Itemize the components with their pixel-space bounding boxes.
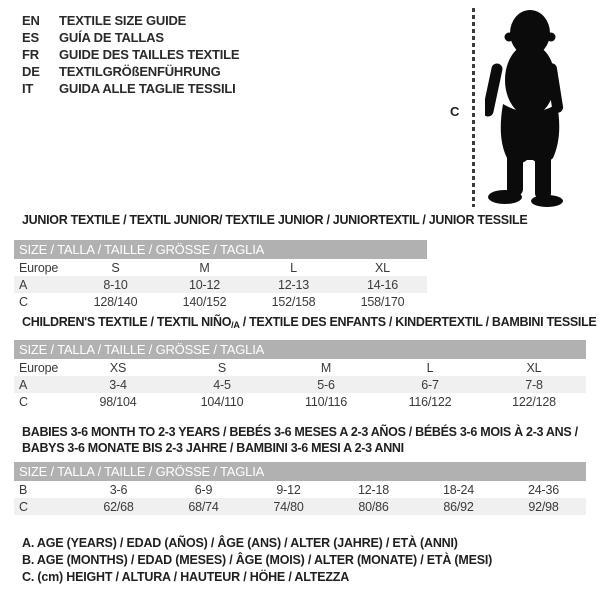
junior-section-title: JUNIOR TEXTILE / TEXTIL JUNIOR/ TEXTILE JUNIOR / JUNIORTEXTIL / JUNIOR TESSILE — [22, 213, 528, 227]
table-row — [14, 276, 427, 293]
size-header-bar: SIZE / TALLA / TAILLE / GRÖSSE / TAGLIA — [14, 462, 586, 481]
language-code: FR — [22, 47, 39, 62]
value-cell: 128/140 — [93, 294, 138, 309]
row-label: Europe — [19, 360, 59, 375]
row-label: A — [19, 277, 28, 292]
language-row — [22, 63, 239, 80]
language-code: DE — [22, 64, 40, 79]
value-cell: 3-4 — [109, 377, 127, 392]
value-cell: 80/86 — [358, 499, 389, 514]
table-row — [14, 498, 586, 515]
language-code: ES — [22, 30, 39, 45]
language-code: IT — [22, 81, 34, 96]
size-header-bar: SIZE / TALLA / TAILLE / GRÖSSE / TAGLIA — [14, 240, 427, 259]
language-label: GUIDE DES TAILLES TEXTILE — [59, 47, 240, 62]
language-label: TEXTILE SIZE GUIDE — [59, 13, 187, 28]
babies-section-title-line2: BABYS 3-6 MONATE BIS 2-3 JAHRE / BAMBINI 3-6 MESI A 2-3 ANNI — [22, 441, 404, 455]
junior-table — [14, 240, 427, 310]
value-cell: 158/170 — [360, 294, 405, 309]
value-cell: 140/152 — [182, 294, 227, 309]
language-list — [22, 12, 239, 97]
children-table — [14, 340, 586, 410]
row-label: C — [19, 499, 28, 514]
language-label: GUÍA DE TALLAS — [59, 30, 164, 45]
value-cell: 18-24 — [443, 482, 474, 497]
value-cell: 110/116 — [305, 394, 347, 409]
row-label: A — [19, 377, 28, 392]
value-cell: 92/98 — [528, 499, 559, 514]
value-cell: 5-6 — [317, 377, 335, 392]
language-label: GUIDA ALLE TAGLIE TESSILI — [59, 81, 236, 96]
size-cell: M — [199, 260, 210, 275]
language-row — [22, 80, 239, 97]
language-row — [22, 46, 239, 63]
toddler-silhouette-icon — [485, 8, 573, 207]
value-cell: 68/74 — [188, 499, 219, 514]
table-row — [14, 359, 586, 376]
size-cell: XL — [526, 360, 542, 375]
row-label: Europe — [19, 260, 59, 275]
size-cell: M — [320, 360, 332, 375]
value-cell: 12-18 — [358, 482, 389, 497]
value-cell: 12-13 — [278, 277, 309, 292]
table-row — [14, 376, 586, 393]
table-row — [14, 393, 586, 410]
value-cell: 14-16 — [367, 277, 398, 292]
children-title-subscript: /A — [231, 320, 240, 330]
row-label: C — [19, 294, 28, 309]
value-cell: 86/92 — [443, 499, 474, 514]
value-cell: 7-8 — [525, 377, 543, 392]
children-title-text: CHILDREN'S TEXTILE / TEXTIL NIÑO — [22, 315, 232, 329]
value-cell: 74/80 — [273, 499, 304, 514]
size-cell: S — [217, 360, 227, 375]
size-cell: L — [426, 360, 434, 375]
value-cell: 98/104 — [99, 394, 137, 409]
value-cell: 3-6 — [109, 482, 128, 497]
value-cell: 62/68 — [103, 499, 134, 514]
height-label: C — [450, 104, 460, 119]
size-cell: S — [111, 260, 120, 275]
language-row — [22, 12, 239, 29]
row-label: C — [19, 394, 28, 409]
size-cell: XL — [375, 260, 390, 275]
value-cell: 10-12 — [189, 277, 220, 292]
babies-section-title-line1: BABIES 3-6 MONTH TO 2-3 YEARS / BEBÉS 3-6 MESES A 2-3 AÑOS / BÉBÉS 3-6 MOIS À 2-3 ANS / — [22, 425, 578, 439]
children-section-title — [22, 315, 596, 330]
footnotes — [22, 535, 492, 586]
footnote-c: C. (cm) HEIGHT / ALTURA / HAUTEUR / HÖHE / ALTEZZA — [22, 570, 350, 584]
babies-table — [14, 462, 586, 515]
value-cell: 4-5 — [213, 377, 231, 392]
value-cell: 6-9 — [194, 482, 213, 497]
table-row — [14, 293, 427, 310]
value-cell: 9-12 — [276, 482, 301, 497]
footnote-b: B. AGE (MONTHS) / EDAD (MESES) / ÂGE (MOIS) / ALTER (MONATE) / ETÀ (MESI) — [22, 553, 493, 567]
size-cell: XS — [109, 360, 127, 375]
language-label: TEXTILGRÖßENFÜHRUNG — [59, 64, 221, 79]
value-cell: 8-10 — [103, 277, 128, 292]
value-cell: 6-7 — [421, 377, 439, 392]
value-cell: 24-36 — [528, 482, 559, 497]
footnote-a: A. AGE (YEARS) / EDAD (AÑOS) / ÂGE (ANS) / ALTER (JAHRE) / ETÀ (ANNI) — [22, 536, 458, 550]
size-cell: L — [290, 260, 297, 275]
height-dotted-line — [472, 8, 475, 207]
value-cell: 116/122 — [408, 394, 452, 409]
language-row — [22, 29, 239, 46]
row-label: B — [19, 482, 28, 497]
value-cell: 152/158 — [271, 294, 316, 309]
table-row — [14, 481, 586, 498]
value-cell: 104/110 — [200, 394, 244, 409]
children-title-text: / TEXTILE DES ENFANTS / KINDERTEXTIL / BAMBINI TESSILE — [239, 315, 597, 329]
value-cell: 122/128 — [512, 394, 556, 409]
table-row — [14, 259, 427, 276]
language-code: EN — [22, 13, 40, 28]
size-header-bar: SIZE / TALLA / TAILLE / GRÖSSE / TAGLIA — [14, 340, 586, 359]
